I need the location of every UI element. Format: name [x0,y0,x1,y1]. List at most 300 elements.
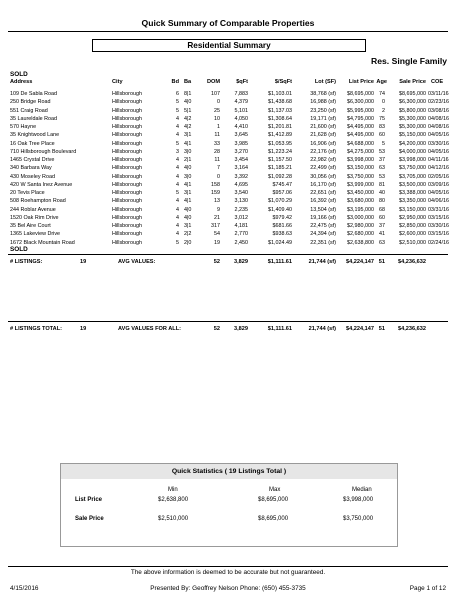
cell-sqft: 2,770 [234,231,248,238]
cell-age: 0 [382,99,385,106]
cell-age: 5 [382,140,385,147]
total-avg-label: AVG VALUES FOR ALL: [118,326,181,332]
cell-list-price: $3,195,000 [347,206,374,213]
cell-address: 1365 Lakeview Drive [10,231,61,238]
cell-list-price: $3,680,000 [347,198,374,205]
cell-lot-size: 22,351 (sf) [310,239,336,246]
cell-price-per-sqft: $1,157.50 [268,157,292,163]
cell-coe-date: 03/09/16 [428,181,449,188]
avg-label: AVG VALUES: [118,259,156,265]
cell-lot-size: 23,250 (sf) [310,107,336,114]
cell-city: Hillsborough [112,231,142,238]
cell-city: Hillsborough [112,148,142,155]
cell-list-price: $3,450,000 [347,190,374,196]
cell-address: 1465 Crystal Drive [10,157,55,163]
cell-sqft: 3,130 [234,198,248,205]
total-divider [8,321,448,322]
cell-bedrooms: 4 [176,132,179,139]
cell-bedrooms: 4 [176,214,179,221]
cell-city: Hillsborough [112,214,142,221]
stats-list-median: $3,998,000 [343,497,374,503]
cell-lot-size: 21,600 (sf) [310,124,336,130]
cell-bedrooms: 4 [176,206,179,213]
total-listings-count: 19 [80,326,87,332]
cell-coe-date: 04/05/16 [428,190,449,196]
cell-list-price: $3,998,000 [347,157,374,163]
cell-age: 37 [379,157,385,163]
cell-dom: 28 [214,148,220,155]
cell-age: 63 [379,239,385,246]
cell-city: Hillsborough [112,91,142,97]
cell-lot-size: 22,499 (sf) [310,165,336,172]
table-row [0,156,456,164]
listings-table [0,90,456,247]
quick-statistics [60,463,398,547]
stats-list-label: List Price [75,497,103,503]
cell-price-per-sqft: $1,201.81 [268,124,292,130]
table-row [0,230,456,238]
cell-list-price: $4,795,000 [347,115,374,122]
table-row [0,197,456,205]
stats-col-min: Min [168,487,178,493]
cell-price-per-sqft: $745.47 [272,181,292,188]
cell-price-per-sqft: $1,412.89 [268,132,292,139]
stats-sale-max: $8,695,000 [258,516,289,522]
cell-sale-price: $3,750,000 [399,165,426,172]
cell-address: 430 Moseley Road [10,173,55,180]
cell-bedrooms: 4 [176,181,179,188]
cell-sqft: 7,883 [234,91,248,97]
col-lot: Lot (SF) [314,79,336,85]
cell-coe-date: 04/12/16 [428,165,449,172]
cell-coe-date: 03/15/16 [428,214,449,221]
col-sqft: $qFt [236,79,248,85]
summary-row [0,259,456,268]
cell-sqft: 3,540 [234,190,248,196]
cell-baths: 3|1 [184,132,192,139]
cell-sale-price: $3,350,000 [399,198,426,205]
cell-dom: 19 [214,239,220,246]
cell-city: Hillsborough [112,157,142,163]
cell-dom: 107 [211,91,220,97]
cell-sqft: 4,050 [234,115,248,122]
cell-sale-price: $3,998,000 [399,157,426,163]
cell-address: 20 Tevis Place [10,190,45,196]
table-row [0,115,456,123]
cell-lot-size: 19,171 (sf) [310,115,336,122]
stats-sale-min: $2,510,000 [158,516,189,522]
cell-coe-date: 04/05/16 [428,148,449,155]
cell-list-price: $3,999,000 [347,181,374,188]
total-sqft: 3,829 [234,326,248,332]
cell-dom: 159 [211,190,220,196]
cell-lot-size: 21,628 (sf) [310,132,336,139]
cell-bedrooms: 4 [176,198,179,205]
cell-address: 244 Roblar Avenue [10,206,56,213]
cell-sqft: 3,012 [234,214,248,221]
table-row [0,189,456,197]
cell-city: Hillsborough [112,132,142,139]
cell-baths: 4|2 [184,115,192,122]
cell-dom: 0 [217,173,220,180]
table-row [0,98,456,106]
cell-sale-price: $5,800,000 [399,107,426,114]
cell-price-per-sqft: $681.66 [272,223,292,229]
cell-baths: 8|1 [184,91,192,97]
stats-list-max: $8,695,000 [258,497,289,503]
stats-sale-median: $3,750,000 [343,516,374,522]
cell-lot-size: 16,392 (sf) [310,198,336,205]
cell-sale-price: $3,150,000 [399,206,426,213]
table-row [0,222,456,230]
cell-lot-size: 16,988 (sf) [310,99,336,106]
cell-lot-size: 19,166 (sf) [310,214,336,221]
cell-price-per-sqft: $1,438.68 [268,99,292,106]
avg-price-per-sqft: $1,111.61 [267,259,292,265]
col-bd: Bd [171,79,179,85]
cell-sale-price: $8,695,000 [399,91,426,97]
report-title: Quick Summary of Comparable Properties [141,18,315,28]
cell-bedrooms: 4 [176,173,179,180]
total-lot: 21,744 (sf) [308,326,336,332]
cell-baths: 4|1 [184,198,192,205]
title-divider [8,31,448,32]
cell-city: Hillsborough [112,181,142,188]
cell-baths: 3|0 [184,173,192,180]
cell-sqft: 3,270 [234,148,248,155]
cell-list-price: $4,275,000 [347,148,374,155]
cell-price-per-sqft: $1,070.29 [268,198,292,205]
cell-lot-size: 16,906 (sf) [310,140,336,147]
cell-price-per-sqft: $938.63 [272,231,292,238]
cell-age: 68 [379,206,385,213]
cell-baths: 3|0 [184,148,192,155]
cell-address: 35 Laureldale Road [10,115,58,122]
table-row [0,123,456,131]
cell-sqft: 2,450 [234,239,248,246]
cell-coe-date: 03/31/16 [428,206,449,213]
cell-sqft: 3,392 [234,173,248,180]
cell-lot-size: 22,982 (sf) [310,157,336,163]
cell-list-price: $4,495,000 [347,124,374,130]
cell-sale-price: $5,300,000 [399,115,426,122]
cell-sale-price: $2,850,000 [399,223,426,229]
cell-lot-size: 16,170 (sf) [310,181,336,188]
table-row [0,173,456,181]
cell-lot-size: 13,504 (sf) [310,206,336,213]
cell-city: Hillsborough [112,107,142,114]
cell-baths: 3|1 [184,223,192,229]
col-address: Address [10,79,33,85]
cell-age: 80 [379,198,385,205]
cell-bedrooms: 4 [176,124,179,130]
cell-coe-date: 04/08/16 [428,115,449,122]
cell-age: 81 [379,181,385,188]
listings-count: 19 [80,259,87,265]
cell-address: 420 W Santa Inez Avenue [10,181,73,188]
cell-dom: 1 [217,124,220,130]
col-coe: COE [431,79,444,85]
col-city: City [112,79,123,85]
cell-address: 16 Oak Tree Place [10,140,55,147]
cell-dom: 33 [214,140,220,147]
total-listings-label: # LISTINGS TOTAL: [10,326,63,332]
footer-date: 4/15/2016 [10,585,39,592]
cell-address: 250 Bridge Road [10,99,51,106]
cell-dom: 317 [211,223,220,229]
cell-coe-date: 03/11/16 [428,91,449,97]
cell-price-per-sqft: $1,409.40 [268,206,292,213]
footer-disclaimer: The above information is deemed to be accurate but not guaranteed. [130,569,326,576]
cell-city: Hillsborough [112,206,142,213]
cell-sale-price: $4,200,000 [399,140,426,147]
cell-dom: 21 [214,214,220,221]
cell-lot-size: 22,176 (sf) [310,148,336,155]
property-type: Res. Single Family [371,56,447,66]
cell-sqft: 2,235 [234,206,248,213]
cell-baths: 4|1 [184,181,192,188]
cell-address: 109 De Sabla Road [10,91,58,97]
cell-bedrooms: 3 [176,148,179,155]
cell-age: 63 [379,165,385,172]
cell-baths: 5|1 [184,107,192,114]
section-title: Residential Summary [92,39,366,52]
cell-age: 37 [379,223,385,229]
footer-page-number: Page 1 of 12 [409,585,446,592]
cell-coe-date: 03/30/16 [428,140,449,147]
cell-coe-date: 02/23/16 [428,99,449,106]
total-row [0,326,456,335]
cell-dom: 54 [214,231,220,238]
cell-lot-size: 38,768 (sf) [310,91,336,97]
cell-sale-price: $3,388,000 [399,190,426,196]
cell-sale-price: $3,500,000 [399,181,426,188]
cell-sqft: 4,379 [234,99,248,106]
cell-price-per-sqft: $1,024.49 [268,239,292,246]
cell-bedrooms: 4 [176,115,179,122]
cell-bedrooms: 5 [176,140,179,147]
total-dom: 52 [213,326,220,332]
col-price-per-sqft: $/SqFt [274,79,292,85]
cell-coe-date: 03/15/16 [428,231,449,238]
col-ba: Ba [184,79,192,85]
cell-list-price: $4,495,000 [347,132,374,139]
cell-list-price: $4,688,000 [347,140,374,147]
cell-address: 35 Bel Aire Court [10,223,51,229]
status-label-bottom: SOLD [10,246,28,253]
cell-coe-date: 04/06/16 [428,198,449,205]
cell-baths: 2|0 [184,239,192,246]
table-row [0,181,456,189]
cell-sale-price: $4,000,000 [399,148,426,155]
col-age: Age [376,79,387,85]
cell-sqft: 4,181 [234,223,248,229]
table-row [0,206,456,214]
cell-city: Hillsborough [112,115,142,122]
table-row [0,239,456,247]
avg-dom: 52 [213,259,220,265]
cell-age: 2 [382,107,385,114]
cell-sqft: 3,454 [234,157,248,163]
cell-price-per-sqft: $1,092.28 [268,173,292,180]
table-header [0,79,456,88]
cell-list-price: $3,750,000 [347,173,374,180]
cell-lot-size: 22,475 (sf) [310,223,336,229]
cell-sale-price: $2,600,000 [399,231,426,238]
cell-coe-date: 03/30/16 [428,223,449,229]
cell-age: 40 [379,190,385,196]
cell-address: 1672 Black Mountain Road [10,239,75,246]
cell-coe-date: 02/05/16 [428,173,449,180]
cell-sqft: 3,645 [234,132,248,139]
cell-bedrooms: 6 [176,91,179,97]
table-row [0,140,456,148]
total-sale-price: $4,236,632 [398,326,426,332]
cell-city: Hillsborough [112,198,142,205]
footer-divider [8,566,448,567]
cell-address: 340 Barbara Way [10,165,52,172]
table-row [0,131,456,139]
cell-dom: 11 [214,157,220,163]
cell-baths: 4|0 [184,206,192,213]
total-price-per-sqft: $1,111.61 [267,326,292,332]
cell-sale-price: $2,510,000 [399,239,426,246]
cell-baths: 2|2 [184,231,192,238]
total-list-price: $4,224,147 [346,326,374,332]
cell-age: 53 [379,173,385,180]
cell-address: 551 Craig Road [10,107,48,114]
stats-col-median: Median [352,487,372,493]
cell-sale-price: $3,705,000 [399,173,426,180]
cell-sqft: 5,101 [234,107,248,114]
summary-divider [8,254,448,255]
cell-price-per-sqft: $1,103.01 [268,91,292,97]
cell-dom: 25 [214,107,220,114]
cell-age: 60 [379,214,385,221]
cell-coe-date: 04/05/16 [428,132,449,139]
cell-coe-date: 04/11/16 [428,157,449,163]
cell-price-per-sqft: $1,308.64 [268,115,292,122]
cell-price-per-sqft: $1,137.03 [268,107,292,114]
cell-address: 710 Hillsborough Boulevard [10,148,77,155]
table-row [0,214,456,222]
cell-dom: 7 [217,165,220,172]
cell-coe-date: 02/24/16 [428,239,449,246]
stats-sale-label: Sale Price [75,516,104,522]
cell-sqft: 3,164 [234,165,248,172]
col-list-price: List Price [348,79,374,85]
cell-baths: 3|1 [184,190,192,196]
cell-city: Hillsborough [112,124,142,130]
avg-sale-price: $4,236,632 [398,259,426,265]
cell-bedrooms: 4 [176,223,179,229]
cell-dom: 11 [214,132,220,139]
stats-list-min: $2,638,800 [158,497,189,503]
cell-list-price: $5,995,000 [347,107,374,114]
cell-baths: 4|2 [184,124,192,130]
table-row [0,90,456,98]
cell-address: 35 Knightwood Lane [10,132,60,139]
cell-city: Hillsborough [112,190,142,196]
cell-age: 60 [379,132,385,139]
footer-presenter: Presented By: Geoffrey Nelson Phone: (650) 455-3735 [150,585,306,592]
cell-price-per-sqft: $1,053.95 [268,140,292,147]
cell-list-price: $3,150,000 [347,165,374,172]
cell-dom: 13 [214,198,220,205]
cell-dom: 158 [211,181,220,188]
cell-price-per-sqft: $957.06 [272,190,292,196]
cell-city: Hillsborough [112,165,142,172]
table-row [0,148,456,156]
avg-age: 51 [378,259,385,265]
cell-bedrooms: 5 [176,239,179,246]
avg-sqft: 3,829 [234,259,248,265]
listings-label: # LISTINGS: [10,259,43,265]
cell-sqft: 4,410 [234,124,248,130]
cell-lot-size: 30,056 (sf) [310,173,336,180]
cell-price-per-sqft: $1,223.24 [268,148,292,155]
cell-sale-price: $2,950,000 [399,214,426,221]
cell-baths: 4|0 [184,99,192,106]
cell-city: Hillsborough [112,223,142,229]
stats-col-max: Max [269,487,281,493]
cell-age: 83 [379,124,385,130]
table-row [0,164,456,172]
cell-sale-price: $6,300,000 [399,99,426,106]
cell-bedrooms: 4 [176,157,179,163]
cell-city: Hillsborough [112,140,142,147]
cell-sale-price: $5,150,000 [399,132,426,139]
cell-baths: 4|1 [184,140,192,147]
cell-bedrooms: 5 [176,190,179,196]
cell-city: Hillsborough [112,99,142,106]
table-row [0,107,456,115]
cell-sqft: 4,695 [234,181,248,188]
cell-age: 53 [379,148,385,155]
avg-lot: 21,744 (sf) [308,259,336,265]
cell-baths: 2|1 [184,157,192,163]
cell-bedrooms: 5 [176,99,179,106]
total-age: 51 [378,326,385,332]
cell-dom: 10 [214,115,220,122]
cell-bedrooms: 4 [176,231,179,238]
cell-city: Hillsborough [112,239,142,246]
cell-lot-size: 24,394 (sf) [310,231,336,238]
cell-list-price: $2,638,800 [347,239,374,246]
cell-city: Hillsborough [112,173,142,180]
cell-bedrooms: 4 [176,165,179,172]
cell-dom: 9 [217,206,220,213]
cell-coe-date: 04/08/16 [428,124,449,130]
cell-coe-date: 03/08/16 [428,107,449,114]
cell-address: 570 Hayne [10,124,37,130]
cell-price-per-sqft: $1,185.21 [268,165,292,172]
cell-age: 74 [379,91,385,97]
cell-address: 1520 Oak Rim Drive [10,214,59,221]
cell-bedrooms: 5 [176,107,179,114]
cell-address: 508 Roehampton Road [10,198,66,205]
cell-list-price: $2,980,000 [347,223,374,229]
status-label-top: SOLD [10,71,28,78]
cell-age: 75 [379,115,385,122]
cell-list-price: $8,695,000 [347,91,374,97]
cell-dom: 0 [217,99,220,106]
cell-age: 41 [379,231,385,238]
cell-baths: 4|0 [184,165,192,172]
col-sale-price: Sale Price [399,79,426,85]
stats-title: Quick Statistics ( 19 Listings Total ) [61,464,397,479]
cell-sale-price: $5,300,000 [399,124,426,130]
